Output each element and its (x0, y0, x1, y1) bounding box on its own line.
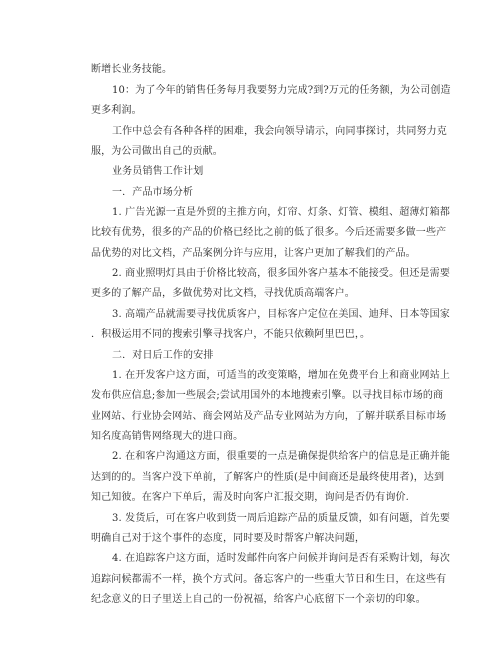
text-line: 2. 商业照明灯具由于价格比较高，很多国外客户基本不能接受。但还是需要 (112, 268, 450, 279)
text-line: 1. 广告光源一直是外贸的主推方向，灯帘、灯条、灯管、模组、超薄灯箱都 (112, 207, 450, 218)
text-line: 工作中总会有各种各样的困难，我会向领导请示，向同事探讨，共同努力克 (112, 126, 447, 137)
section-title: 业务员销售工作计划 (112, 166, 204, 177)
text-line: 3. 发货后，可在客户收到货一周后追踪产品的质量反馈，如有问题，首先要 (112, 513, 450, 524)
text-line: 发布供应信息;参加一些展会;尝试用国外的本地搜索引擎。以寻找目标市场的商 (91, 390, 444, 401)
text-line: 断增长业务技能。 (91, 64, 173, 75)
text-line: 追踪问候都需不一样，换个方式问。备忘客户的一些重大节日和生日，在这些有 (91, 574, 447, 585)
text-line: 比较有优势，很多的产品的价格已经比之前的低了很多。今后还需要多做一些产 (91, 227, 447, 238)
text-line: 品优势的对比文档，产品案例分许与应用，让客户更加了解我们的产品。 (91, 248, 416, 259)
text-line: 达到的的。当客户没下单前，了解客户的性质(是中间商还是最终使用者)，达到 (91, 472, 445, 483)
text-line: 3. 高端产品就需要寻找优质客户，目标客户定位在美国、迪拜、日本等国家 (112, 309, 450, 320)
text-line: 更多利润。 (91, 105, 142, 116)
text-line: 服，为公司做出自己的贡献。 (91, 146, 223, 157)
text-line: 知己知彼。在客户下单后，需及时向客户汇报交期，询问是否仍有询价. (91, 492, 409, 503)
text-line: ．积极运用不同的搜索引擎寻找客户，不能只依赖阿里巴巴，。 (91, 329, 371, 340)
text-line: 1. 在开发客户这方面，可适当的改变策略，增加在免费平台上和商业网站上 (112, 370, 450, 381)
section-heading: 一．产品市场分析 (112, 187, 194, 198)
text-line: 10：为了今年的销售任务每月我要努力完成?到?万元的任务额，为公司创造 (112, 85, 451, 96)
text-line: 纪念意义的日子里送上自己的一份祝福，给客户心底留下一个亲切的印象。 (91, 594, 426, 605)
text-line: 更多的了解产品，多做优势对比文档，寻找优质高端客户。 (91, 288, 355, 299)
text-line: 4. 在追踪客户这方面，适时发邮件向客户问候并询问是否有采购计划，每次 (112, 553, 450, 564)
text-line: 2. 在和客户沟通这方面，很重要的一点是确保提供给客户的信息是正确并能 (112, 451, 450, 462)
text-line: 业网站、行业协会网站、商会网站及产品专业网站为方向，了解并联系目标市场 (91, 411, 447, 422)
section-heading: 二．对日后工作的安排 (112, 350, 214, 361)
text-line: 知名度高销售网络现大的进口商。 (91, 431, 244, 442)
text-line: 明确自己对于这个事件的态度，同时要及时帮客户解决问题， (91, 533, 366, 544)
